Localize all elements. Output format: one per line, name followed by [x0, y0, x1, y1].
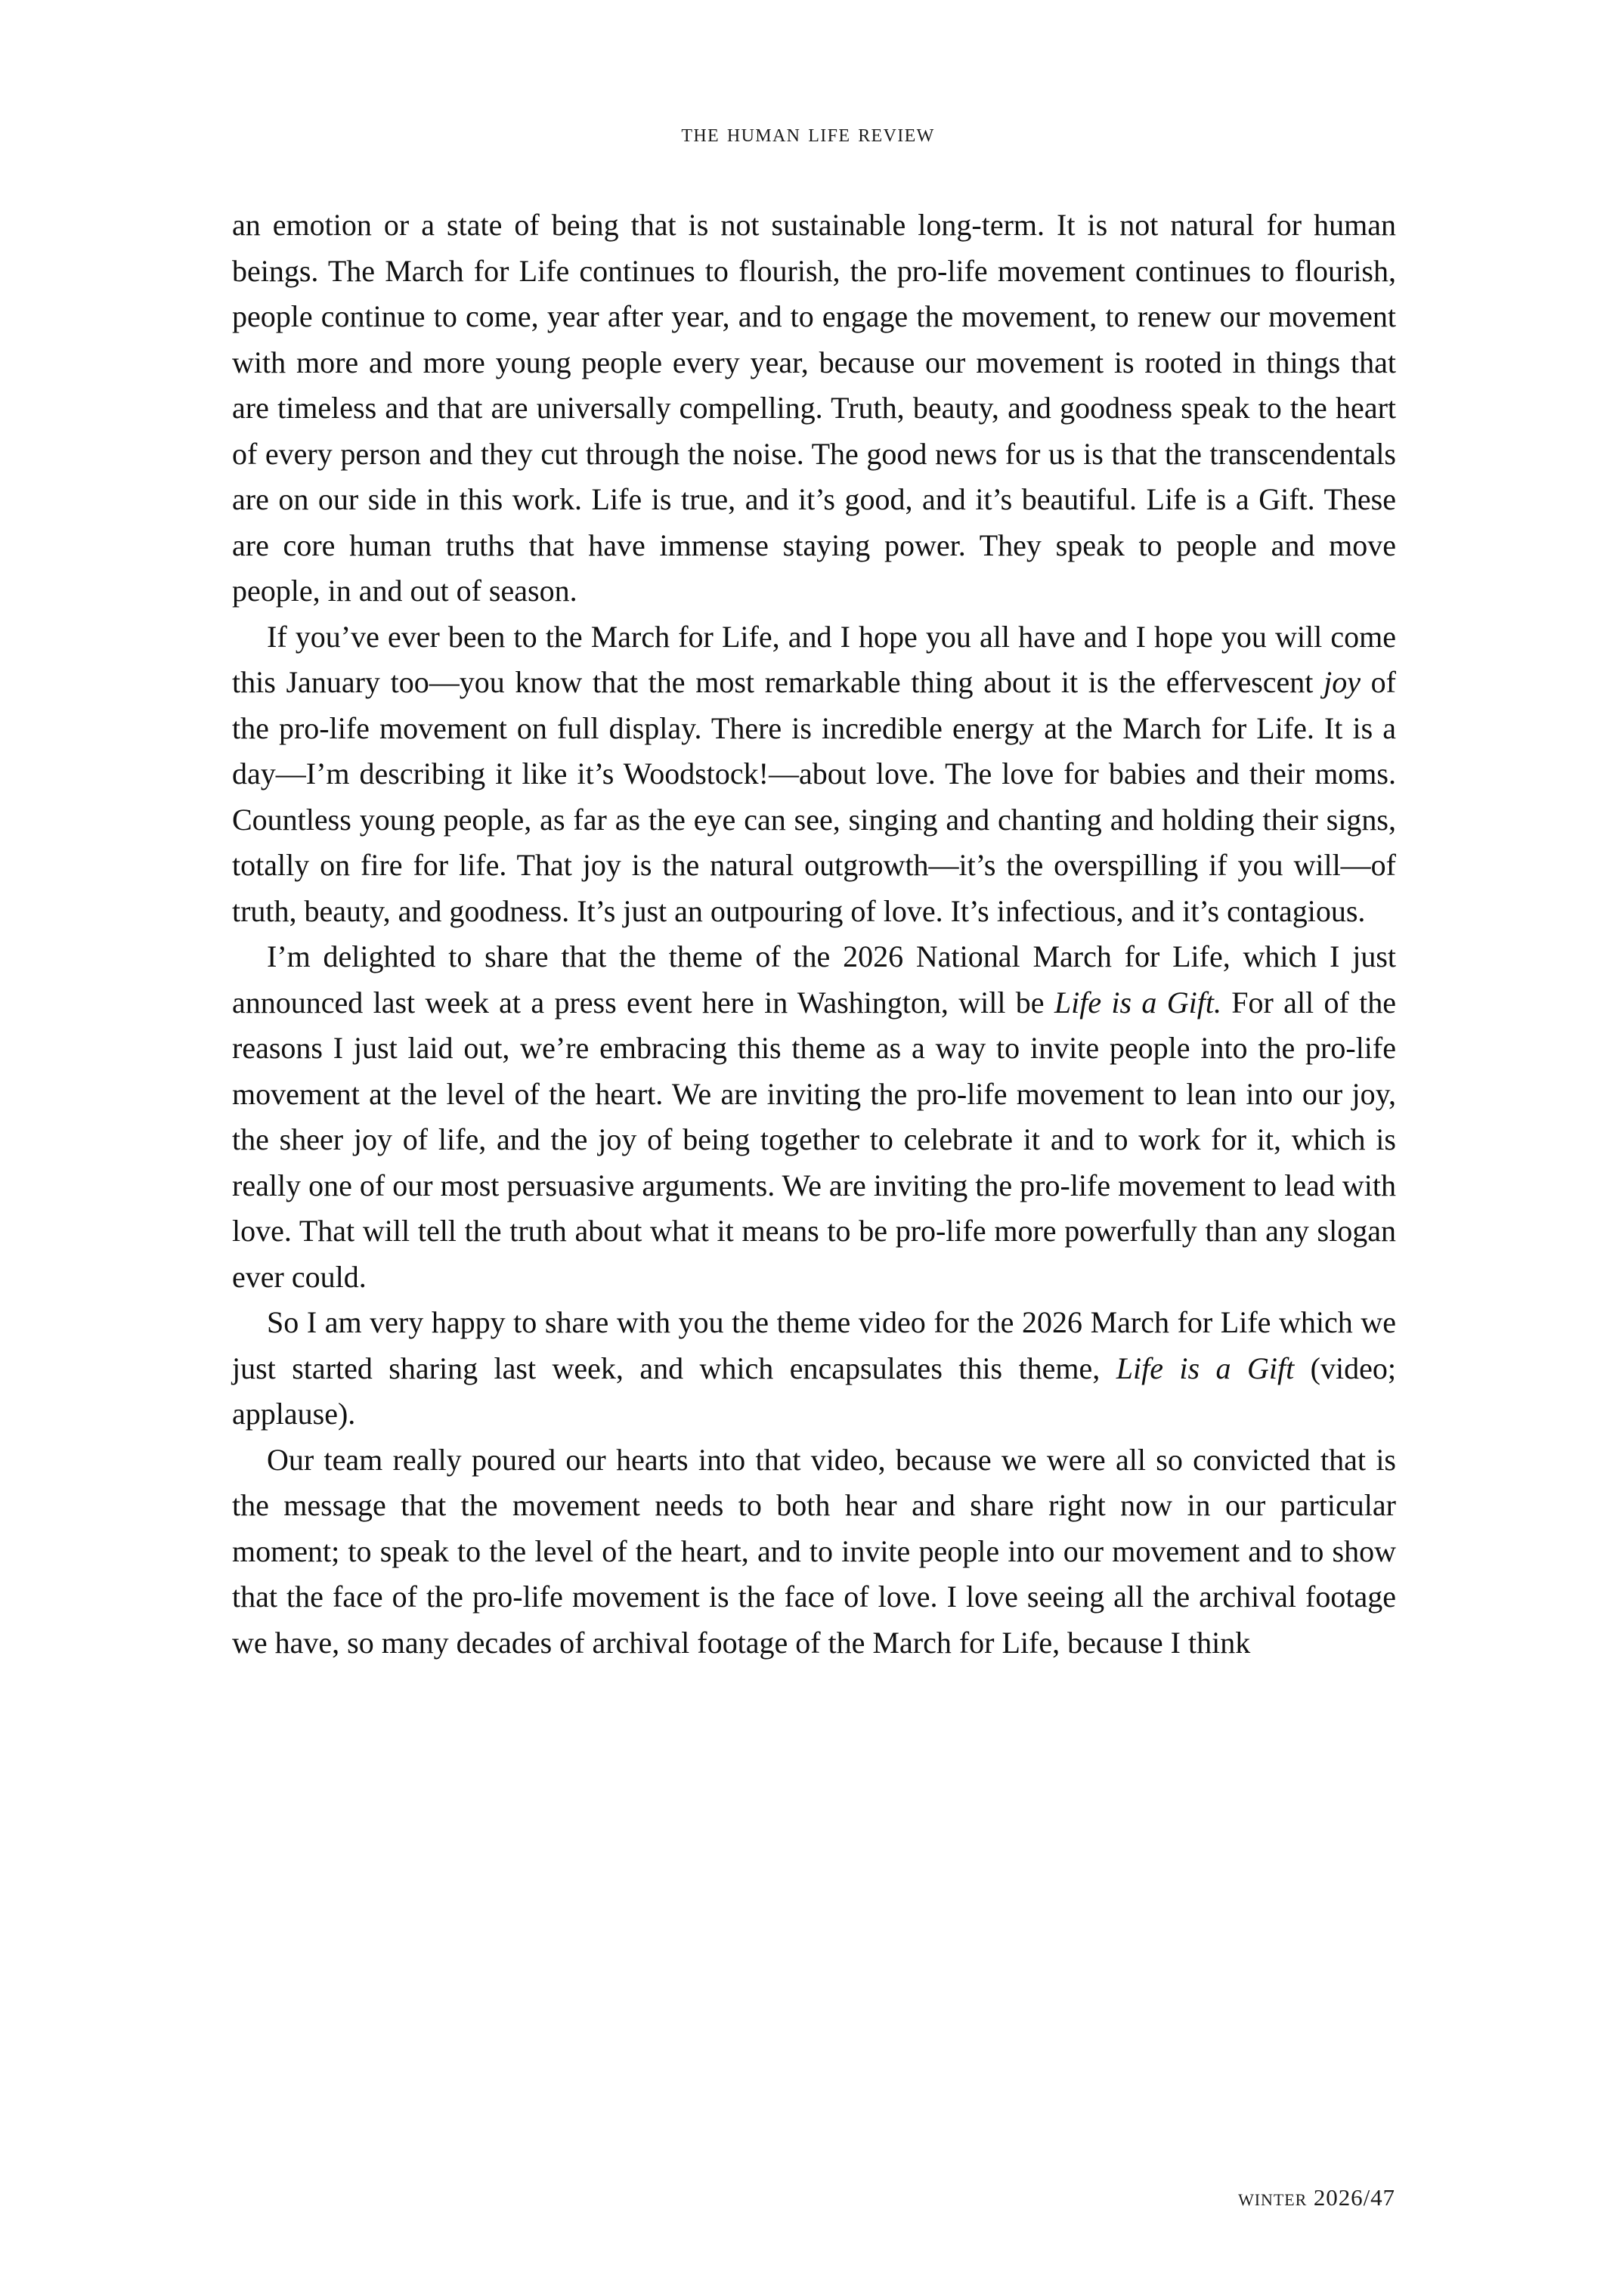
running-head-text: the human life review [681, 119, 935, 147]
text-run: an emotion or a state of being that is not sustainable long-term. It is not natural for human beings. The March for Life continues to flourish, the pro-life movement continues to flourish, people continue to come, year after year, and to engage the movement, to renew our movement with more and more young people every year, because our movement is rooted in things that are timeless and that are universally compelling. Truth, beauty, and goodness speak to the heart of every person and they cut through the noise. The good news for us is that the transcendentals are on our side in this work. Life is true, and it’s good, and it’s beautiful. Life is a Gift. These are core human truths that have immense staying power. They speak to people and move people, in and out of season. [232, 208, 1396, 608]
body-paragraph [232, 1300, 1396, 1437]
text-run: of the pro-life movement on full display. There is incredible energy at the March for Life. It is a day—I’m describing it like it’s Woodstock!—about love. The love for babies and their moms. Countless young people, as far as the eye can see, singing and chanting and holding their signs, totally on fire for life. That joy is the natural outgrowth—it’s the overspilling if you will—of truth, beauty, and goodness. It’s just an outpouring of love. It’s infectious, and it’s contagious. [232, 665, 1397, 928]
text-run: If you’ve ever been to the March for Life, and I hope you all have and I hope you will come this January too—you know that the most remarkable thing about it is the effervescent [232, 619, 1396, 699]
italic-run: Life is a Gift. [1054, 985, 1221, 1020]
body-paragraph [232, 934, 1396, 1300]
body-text-block [232, 203, 1396, 1666]
page-folio [1238, 2184, 1395, 2211]
italic-run: Life is a Gift [1116, 1351, 1295, 1385]
text-run: For all of the reasons I just laid out, we’re embracing this theme as a way to invite people into the pro-life movement at the level of the heart. We are inviting the pro-life movement to lean into our joy, the sheer joy of life, and the joy of being together to celebrate it and to work for it, which is really one of our most persuasive arguments. We are inviting the pro-life movement to lead with love. That will tell the truth about what it means to be pro-life more powerfully than any slogan ever could. [232, 985, 1397, 1294]
body-paragraph [232, 203, 1396, 614]
running-head [0, 119, 1616, 148]
text-run: I’m delighted to share that the theme of the 2026 National March for Life, which I just announced last week at a press event here in Washington, will be [232, 939, 1396, 1020]
folio-text: winter 2026/47 [1238, 2184, 1395, 2211]
body-paragraph [232, 614, 1396, 935]
text-run: So I am very happy to share with you the theme video for the 2026 March for Life which we just started sharing last week, and which encapsulates this theme, [232, 1305, 1396, 1385]
body-paragraph [232, 1437, 1396, 1666]
text-run: Our team really poured our hearts into that video, because we were all so convicted that is the message that the movement needs to both hear and share right now in our particular moment; to speak to the level of the heart, and to invite people into our movement and to show that the face of the pro-life movement is the face of love. I love seeing all the archival footage we have, so many decades of archival footage of the March for Life, because I think [232, 1442, 1396, 1660]
text-run: (video; applause). [232, 1351, 1396, 1431]
italic-run: joy [1323, 665, 1361, 699]
